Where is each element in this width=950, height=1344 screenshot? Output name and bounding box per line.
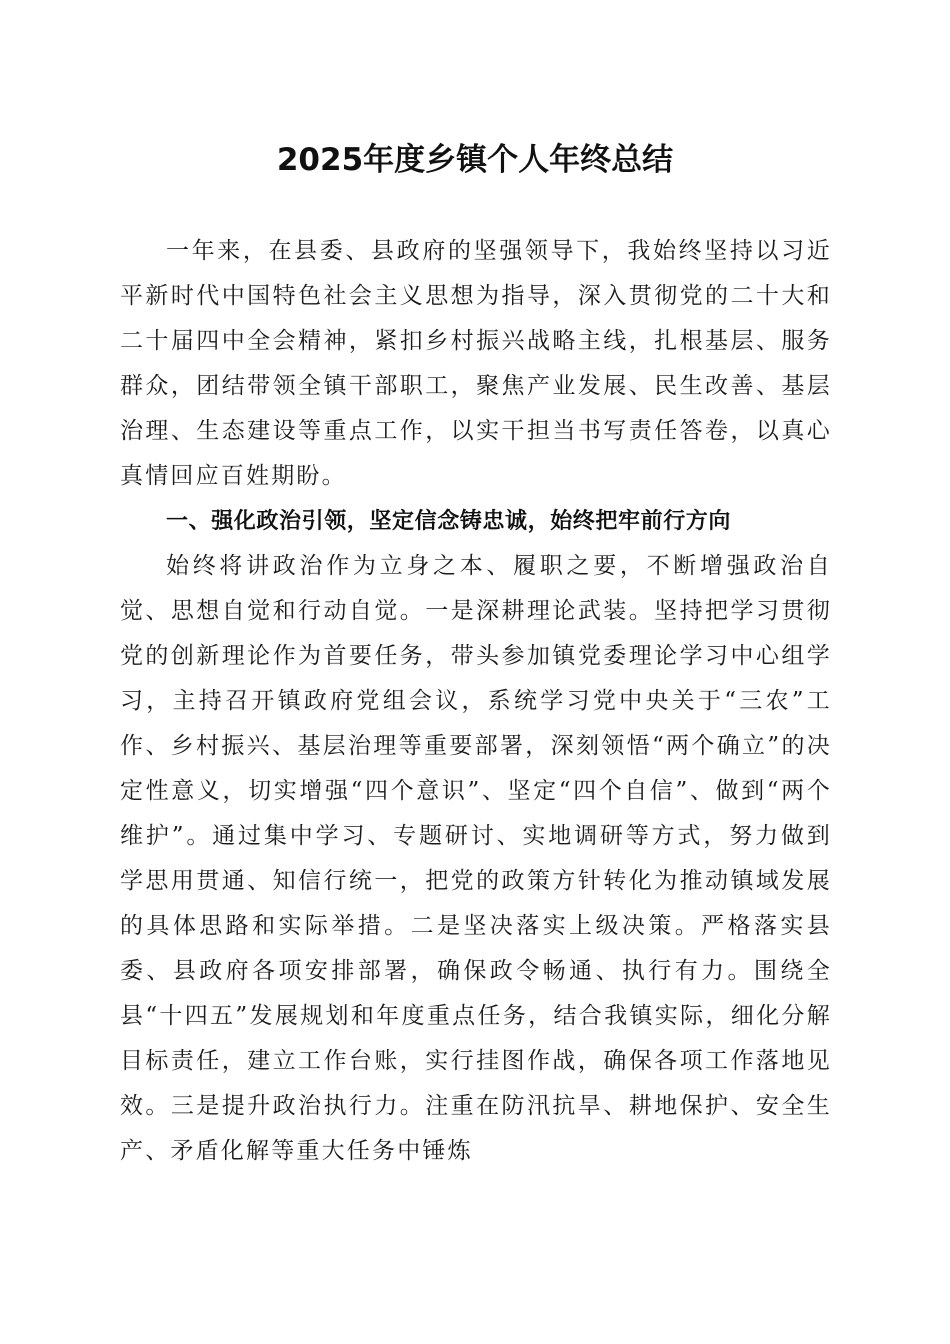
section-heading-1: 一、强化政治引领，坚定信念铸忠诚，始终把牢前行方向 [166,509,732,534]
section-1-paragraph: 始终将讲政治作为立身之本、履职之要，不断增强政治自觉、思想自觉和行动自觉。一是深耕理论武装。坚持把学习贯彻党的创新理论作为首要任务，带头参加镇党委理论学习中心组学习，主持召开镇政府党组会议，系统学习党中央关于“三农”工作、乡村振兴、基层治理等重要部署，深刻领悟“两个确立”的决定性意义，切实增强“四个意识”、坚定“四个自信”、做到“两个维护”。通过集中学习、专题研讨、实地调研等方式，努力做到学思用贯通、知信行统一，把党的政策方针转化为推动镇域发展的具体思路和实际举措。二是坚决落实上级决策。严格落实县委、县政府各项安排部署，确保政令畅通、执行有力。围绕全县“十四五”发展规划和年度重点任务，结合我镇实际，细化分解目标责任，建立工作台账，实行挂图作战，确保各项工作落地见效。三是提升政治执行力。注重在防汛抗旱、耕地保护、安全生产、矛盾化解等重大任务中锤炼 [120,553,832,1164]
intro-paragraph: 一年来，在县委、县政府的坚强领导下，我始终坚持以习近平新时代中国特色社会主义思想为指导，深入贯彻党的二十大和二十届四中全会精神，紧扣乡村振兴战略主线，扎根基层、服务群众，团结带领全镇干部职工，聚焦产业发展、民生改善、基层治理、生态建设等重点工作，以实干担当书写责任答卷，以真心真情回应百姓期盼。 [120,238,832,489]
document-body [120,229,832,1174]
document-title: 2025年度乡镇个人年终总结 [276,142,674,178]
